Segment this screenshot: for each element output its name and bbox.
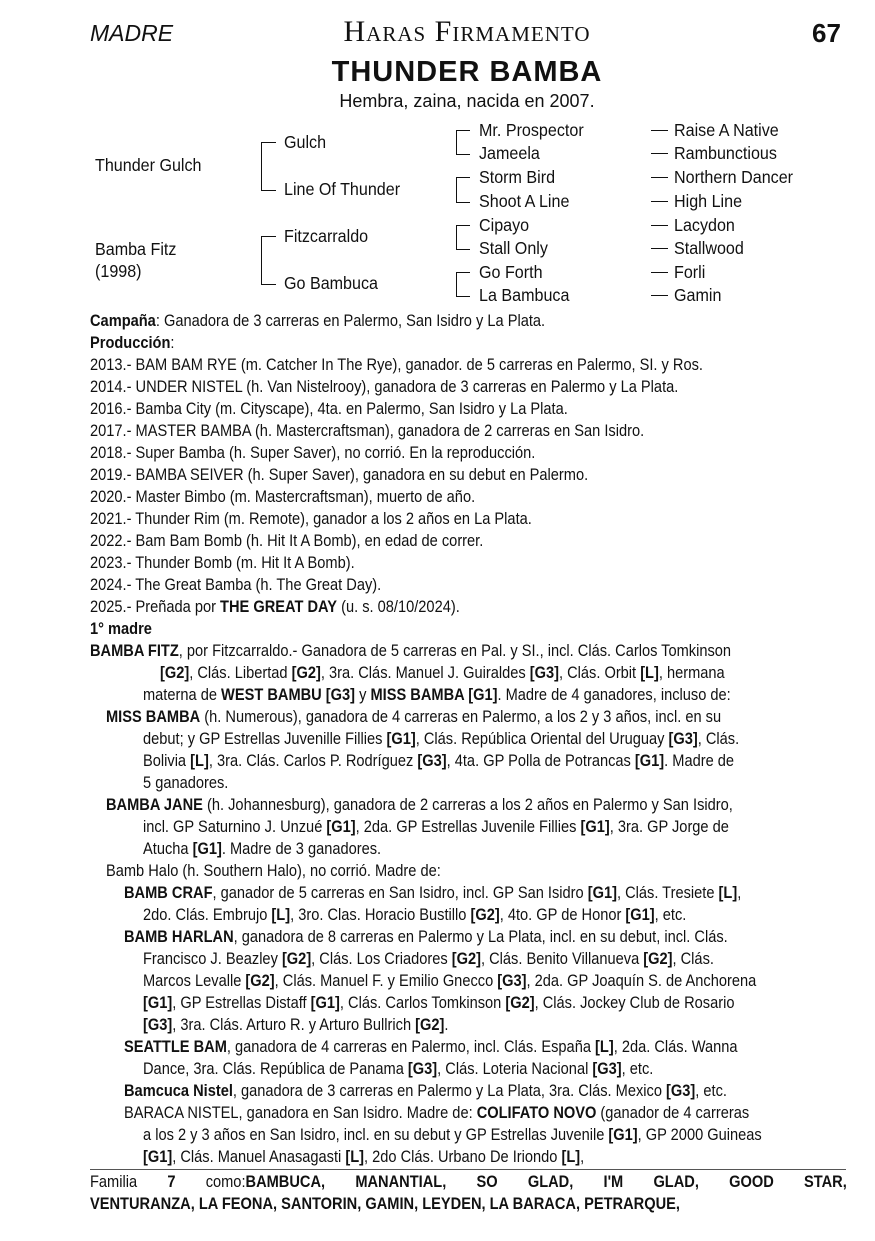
bold-text: [G2] <box>245 971 275 990</box>
pedigree-gen4-name: Lacydon <box>674 215 735 235</box>
text-segment: debut; y GP Estrellas Juvenille Fillies <box>143 729 387 748</box>
text-line <box>143 904 773 926</box>
text-segment: , <box>580 1147 585 1166</box>
text-line <box>90 354 765 376</box>
text-line <box>90 596 765 618</box>
bold-text: [G3] <box>417 751 447 770</box>
text-segment: BARACA NISTEL, ganadora en San Isidro. Madre de: <box>124 1103 477 1122</box>
text-segment: . Madre de <box>664 751 735 770</box>
text-segment: , por Fitzcarraldo.- Ganadora de 5 carreras en Pal. y SI., incl. Clás. Carlos Tomkinson <box>178 641 732 660</box>
bold-text: [L] <box>271 905 291 924</box>
text-segment: , Clás. Carlos Tomkinson <box>339 993 506 1012</box>
text-line <box>90 552 765 574</box>
text-segment: 2do. Clás. Embrujo <box>143 905 272 924</box>
text-segment: 2024.- The Great Bamba (h. The Great Day). <box>90 575 382 594</box>
text-line <box>143 816 773 838</box>
pedigree-gen3-name: La Bambuca <box>479 285 570 305</box>
text-segment: Francisco J. Beazley <box>143 949 282 968</box>
bold-text: [G1] <box>625 905 655 924</box>
bold-text: 1° madre <box>90 619 152 638</box>
text-line <box>90 398 765 420</box>
bold-text: BAMBA FITZ <box>90 641 179 660</box>
bold-text: [L] <box>190 751 209 770</box>
text-segment: , ganadora de 4 carreras en Palermo, incl. Clás. España <box>226 1037 596 1056</box>
horse-name: THUNDER BAMBA <box>331 56 603 88</box>
pedigree-gen3-name: Shoot A Line <box>479 191 570 211</box>
bold-text: [L] <box>595 1037 614 1056</box>
bold-text: VENTURANZA, LA FEONA, SANTORIN, GAMIN, LEYDEN, LA BARACA, PETRARQUE, <box>90 1194 680 1213</box>
text-line <box>143 1146 773 1168</box>
bold-text: [G2] <box>160 663 190 682</box>
document-body <box>0 310 875 1168</box>
text-segment: , 2da. GP Estrellas Juvenile Fillies <box>355 817 581 836</box>
text-line <box>90 1193 847 1215</box>
horse-description: Hembra, zaina, nacida en 2007. <box>339 91 595 111</box>
bold-text: [G1] <box>386 729 416 748</box>
bold-text: SEATTLE BAM <box>124 1037 227 1056</box>
text-segment: 2014.- UNDER NISTEL (h. Van Nistelrooy), ganadora de 3 carreras en Palermo y La Plata. <box>90 377 679 396</box>
text-segment: , etc. <box>621 1059 654 1078</box>
pedigree-dam-year: (1998) <box>95 261 142 281</box>
bold-text: BAMBA JANE <box>106 795 203 814</box>
text-line <box>106 860 767 882</box>
text-segment: , Clás. República Oriental del Uruguay <box>415 729 669 748</box>
text-segment: , Clás. Orbit <box>558 663 641 682</box>
pedigree-gen3-name: Cipayo <box>479 215 530 235</box>
text-line <box>90 574 765 596</box>
pedigree-gen2-name: Gulch <box>284 132 327 152</box>
text-line <box>106 706 767 728</box>
text-line <box>143 1124 773 1146</box>
bracket-line <box>261 142 276 191</box>
bold-text: [G3] <box>666 1081 696 1100</box>
text-segment: , hermana <box>658 663 725 682</box>
pedigree-gen4-name: Stallwood <box>674 238 744 258</box>
bold-text: Bamcuca Nistel <box>124 1081 233 1100</box>
pedigree-gen3-name: Mr. Prospector <box>479 120 584 140</box>
bold-text: [G2] <box>291 663 321 682</box>
text-segment: y <box>355 685 371 704</box>
text-segment: , 4ta. GP Polla de Potrancas <box>446 751 635 770</box>
bold-text: [G1] <box>608 1125 638 1144</box>
text-segment: , 4to. GP de Honor <box>499 905 626 924</box>
text-line <box>90 376 765 398</box>
text-line <box>106 794 767 816</box>
text-segment: , etc. <box>695 1081 727 1100</box>
pedigree-gen3-name: Stall Only <box>479 238 548 258</box>
dash-line <box>651 130 668 131</box>
text-segment: materna de <box>143 685 222 704</box>
text-segment: , GP 2000 Guineas <box>637 1125 762 1144</box>
bold-text: [G2] <box>281 949 312 968</box>
text-segment: 2020.- Master Bimbo (m. Mastercraftsman), muerto de año. <box>90 487 476 506</box>
text-segment: 2022.- Bam Bam Bomb (h. Hit It A Bomb), en edad de correr. <box>90 531 484 550</box>
pedigree-dam: Bamba Fitz <box>95 239 177 259</box>
text-segment: 2016.- Bamba City (m. Cityscape), 4ta. en Palermo, San Isidro y La Plata. <box>90 399 568 418</box>
pedigree-gen3-name: Go Forth <box>479 262 543 282</box>
bold-text: 7 <box>167 1172 176 1191</box>
text-segment: , Clás. Libertad <box>189 663 292 682</box>
text-segment: a los 2 y 3 años en San Isidro, incl. en su debut y GP Estrellas Juvenile <box>143 1125 609 1144</box>
text-line <box>143 750 773 772</box>
text-segment: (ganador de 4 carreras <box>596 1103 750 1122</box>
pedigree-gen4-name: Raise A Native <box>674 120 779 140</box>
pedigree-gen3-name: Jameela <box>479 143 540 163</box>
text-line <box>124 1036 770 1058</box>
text-segment: , 2da. Clás. Wanna <box>613 1037 738 1056</box>
bracket-line <box>456 272 470 297</box>
pedigree-gen2-name: Go Bambuca <box>284 273 378 293</box>
text-segment: : Ganadora de 3 carreras en Palermo, San Isidro y La Plata. <box>155 311 546 330</box>
brand-title: Haras Firmamento <box>343 15 591 48</box>
bold-text: COLIFATO NOVO <box>476 1103 597 1122</box>
text-segment: , Clás. Manuel Anasagasti <box>172 1147 346 1166</box>
text-segment: Bamb Halo (h. Southern Halo), no corrió. Madre de: <box>106 861 441 880</box>
dash-line <box>651 272 668 273</box>
bold-text: WEST BAMBU [G3] <box>221 685 356 704</box>
text-segment: , 3ra. Clás. Manuel J. Guiraldes <box>320 663 530 682</box>
text-line <box>90 310 765 332</box>
text-line <box>124 1080 770 1102</box>
text-segment: , 2do Clás. Urbano De Iriondo <box>364 1147 562 1166</box>
bold-text: [G2] <box>451 949 481 968</box>
text-segment: , Clás. <box>672 949 714 968</box>
bracket-line <box>456 225 470 250</box>
pedigree-gen4-name: Northern Dancer <box>674 167 794 187</box>
text-segment: , Clás. Tresiete <box>616 883 719 902</box>
text-segment: incl. GP Saturnino J. Unzué <box>143 817 327 836</box>
bold-text: BAMB CRAF <box>124 883 213 902</box>
divider <box>90 1169 846 1170</box>
text-segment: , ganadora de 3 carreras en Palermo y La Plata, 3ra. Clás. Mexico <box>232 1081 667 1100</box>
text-line <box>90 508 765 530</box>
text-segment: , 3ra. Clás. Carlos P. Rodríguez <box>208 751 418 770</box>
text-segment: Dance, 3ra. Clás. República de Panama <box>143 1059 408 1078</box>
text-segment: , ganador de 5 carreras en San Isidro, incl. GP San Isidro <box>212 883 588 902</box>
text-line <box>143 970 773 992</box>
dash-line <box>651 201 668 202</box>
text-segment: , GP Estrellas Distaff <box>172 993 311 1012</box>
text-segment: 2017.- MASTER BAMBA (h. Mastercraftsman), ganadora de 2 carreras en San Isidro. <box>90 421 645 440</box>
text-segment: . <box>444 1015 449 1034</box>
text-line <box>143 772 773 794</box>
bold-text: [L] <box>718 883 738 902</box>
text-segment: Marcos Levalle <box>143 971 246 990</box>
bold-text: [G3] <box>592 1059 622 1078</box>
bold-text: MISS BAMBA <box>106 707 201 726</box>
text-segment: Bolivia <box>143 751 191 770</box>
bold-text: [G2] <box>643 949 673 968</box>
bold-text: THE GREAT DAY <box>220 597 338 616</box>
pedigree-gen4-name: High Line <box>674 191 743 211</box>
bold-text: [G3] <box>143 1015 173 1034</box>
bold-text: [G1] <box>634 751 665 770</box>
text-segment: , Clás. Jockey Club de Rosario <box>534 993 735 1012</box>
pedigree-gen4-name: Rambunctious <box>674 143 777 163</box>
page-number: 67 <box>812 18 841 48</box>
text-line <box>143 948 773 970</box>
text-segment: , Clás. Manuel F. y Emilio Gnecco <box>274 971 498 990</box>
bracket-line <box>456 130 470 155</box>
text-line <box>90 618 765 640</box>
bold-text: [G2] <box>415 1015 445 1034</box>
dash-line <box>651 153 668 154</box>
pedigree-gen4-name: Gamin <box>674 285 722 305</box>
bracket-line <box>261 236 276 285</box>
text-segment: 2021.- Thunder Rim (m. Remote), ganador a los 2 años en La Plata. <box>90 509 532 528</box>
text-segment: , 3ra. GP Jorge de <box>609 817 729 836</box>
text-segment: , Clás. Benito Villanueva <box>480 949 644 968</box>
pedigree-gen3-name: Storm Bird <box>479 167 556 187</box>
dash-line <box>651 295 668 296</box>
dash-line <box>651 225 668 226</box>
text-line <box>90 332 765 354</box>
text-line <box>143 1058 773 1080</box>
bold-text: BAMB HARLAN <box>124 927 234 946</box>
text-segment: : <box>170 333 175 352</box>
bold-text: [L] <box>345 1147 365 1166</box>
text-segment: , ganadora de 8 carreras en Palermo y La Plata, incl. en su debut, incl. Clás. <box>233 927 728 946</box>
text-segment: , 3ro. Clas. Horacio Bustillo <box>290 905 471 924</box>
text-segment: , etc. <box>654 905 687 924</box>
bold-text: [L] <box>561 1147 581 1166</box>
text-segment: 5 ganadores. <box>143 773 229 792</box>
text-segment: (h. Johannesburg), ganadora de 2 carreras a los 2 años en Palermo y San Isidro, <box>202 795 733 814</box>
bold-text: [G2] <box>470 905 500 924</box>
bold-text: [G3] <box>529 663 559 682</box>
bold-text: MISS BAMBA [G1] <box>370 685 498 704</box>
text-line <box>160 662 775 684</box>
text-segment: , <box>737 883 742 902</box>
family-section <box>90 1171 875 1215</box>
bold-text: [G2] <box>505 993 535 1012</box>
text-segment: 2019.- BAMBA SEIVER (h. Super Saver), ganadora en su debut en Palermo. <box>90 465 589 484</box>
dash-line <box>651 248 668 249</box>
text-line <box>143 1014 773 1036</box>
section-label: MADRE <box>90 20 174 46</box>
bold-text: [L] <box>640 663 659 682</box>
bold-text: [G1] <box>143 1147 173 1166</box>
text-line <box>90 640 765 662</box>
bold-text: [G1] <box>310 993 340 1012</box>
text-segment: , Clás. Los Criadores <box>311 949 452 968</box>
bold-text: Producción <box>90 333 171 352</box>
text-line <box>90 530 765 552</box>
bold-text: [G1] <box>326 817 356 836</box>
text-line <box>124 1102 770 1124</box>
text-line <box>124 882 770 904</box>
text-segment: . Madre de 3 ganadores. <box>221 839 382 858</box>
text-segment: 2023.- Thunder Bomb (m. Hit It A Bomb). <box>90 553 355 572</box>
text-segment: 2025.- Preñada por <box>90 597 221 616</box>
bold-text: Campaña <box>90 311 156 330</box>
text-line <box>90 464 765 486</box>
text-line <box>143 728 773 750</box>
bold-text: [G3] <box>668 729 698 748</box>
text-segment: , Clás. <box>697 729 740 748</box>
text-line <box>90 1171 847 1193</box>
text-segment: como: <box>175 1172 246 1191</box>
text-line <box>90 486 765 508</box>
pedigree-gen2-name: Fitzcarraldo <box>284 226 369 246</box>
bold-text: [G3] <box>497 971 527 990</box>
bold-text: [G1] <box>587 883 617 902</box>
bold-text: [G1] <box>580 817 610 836</box>
bold-text: [G1] <box>192 839 222 858</box>
text-line <box>90 420 765 442</box>
text-segment: Atucha <box>143 839 193 858</box>
text-segment: 2013.- BAM BAM RYE (m. Catcher In The Rye), ganador. de 5 carreras en Palermo, SI. y Ros. <box>90 355 703 374</box>
text-line <box>143 992 773 1014</box>
text-segment: (h. Numerous), ganadora de 4 carreras en Palermo, a los 2 y 3 años, incl. en su <box>200 707 722 726</box>
text-segment: Familia <box>90 1172 168 1191</box>
text-segment: . Madre de 4 ganadores, incluso de: <box>497 685 731 704</box>
text-line <box>124 926 770 948</box>
dash-line <box>651 177 668 178</box>
text-segment: , Clás. Loteria Nacional <box>437 1059 593 1078</box>
text-line <box>143 838 773 860</box>
text-line <box>90 442 765 464</box>
bracket-line <box>456 177 470 203</box>
text-line <box>143 684 773 706</box>
pedigree-sire: Thunder Gulch <box>95 155 202 175</box>
text-segment: 2018.- Super Bamba (h. Super Saver), no corrió. En la reproducción. <box>90 443 536 462</box>
pedigree-gen4-name: Forli <box>674 262 706 282</box>
text-segment: , 3ra. Clás. Arturo R. y Arturo Bullrich <box>172 1015 416 1034</box>
pedigree-gen2-name: Line Of Thunder <box>284 179 401 199</box>
bold-text: [G3] <box>407 1059 438 1078</box>
bold-text: BAMBUCA, MANANTIAL, SO GLAD, I'M GLAD, GOOD STAR, <box>245 1172 847 1191</box>
bold-text: [G1] <box>143 993 173 1012</box>
text-segment: , 2da. GP Joaquín S. de Anchorena <box>526 971 757 990</box>
text-segment: (u. s. 08/10/2024). <box>337 597 460 616</box>
